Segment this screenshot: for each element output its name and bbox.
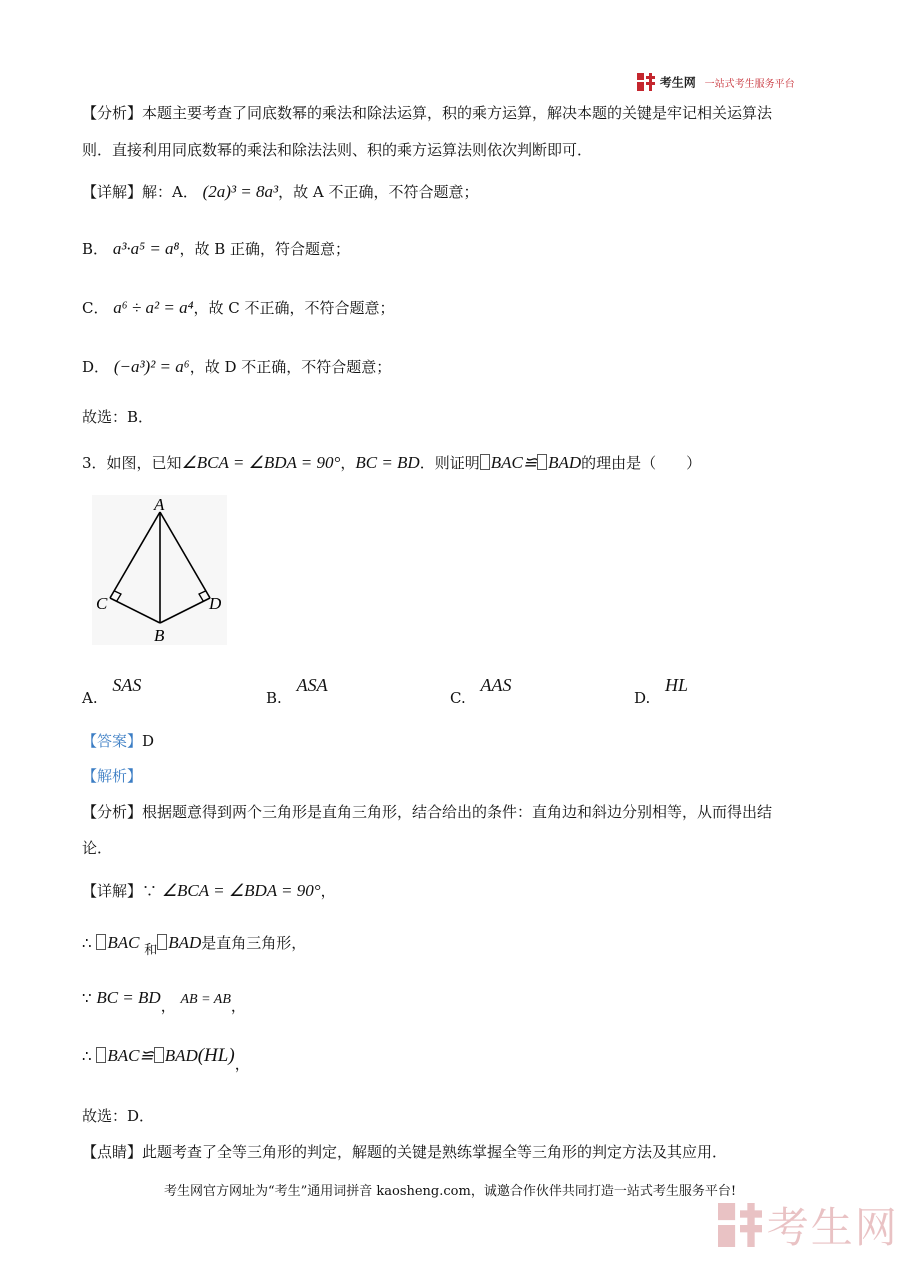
question-cond-1: ∠BCA = ∠BDA = 90° xyxy=(181,453,341,472)
prev-b-math: a³·a⁵ = a⁸ xyxy=(112,239,180,258)
therefore-symbol-2: ∴ xyxy=(82,1047,92,1065)
question-stem xyxy=(82,452,701,474)
prev-d-suffix: ，故 D 不正确，不符合题意； xyxy=(189,358,392,376)
answer-step-2 xyxy=(82,932,306,956)
prev-detail-a-pre: 解：A． xyxy=(142,183,198,201)
answer-analysis-tag: 【分析】 xyxy=(82,803,143,821)
kite-diagram xyxy=(92,495,227,645)
answer-analysis-text-1: 根据题意得到两个三角形是直角三角形，结合给出的条件：直角边和斜边分别相等，从而得出结 xyxy=(142,803,773,821)
step4-tri-2: BAD xyxy=(164,1046,198,1065)
header-slogan: 一站式考生服务平台 xyxy=(704,78,795,90)
prev-c-math: a⁶ ÷ a² = a⁴ xyxy=(113,298,194,317)
prev-c-suffix: ，故 C 不正确，不符合题意； xyxy=(193,299,395,317)
prev-analysis-line-2 xyxy=(82,139,592,161)
because-symbol-2: ∵ xyxy=(82,989,92,1007)
step2-end: 是直角三角形， xyxy=(201,934,307,952)
question-stem-3: 的理由是（ ） xyxy=(581,454,702,472)
prev-detail-d xyxy=(82,356,391,378)
step3-sep: ， xyxy=(160,997,176,1015)
vertex-label-c: C xyxy=(96,594,108,613)
prev-detail-tag: 【详解】 xyxy=(82,183,143,201)
vertex-label-b: B xyxy=(154,626,165,645)
triangle-symbol-box xyxy=(154,1047,164,1063)
prev-d-math: (−a³)² = a⁶ xyxy=(113,357,190,376)
footer-watermark xyxy=(718,1195,899,1255)
comment-tag: 【点睛】 xyxy=(82,1143,143,1161)
prev-b-label: B． xyxy=(82,240,109,258)
question-cond-2: BC = BD xyxy=(355,453,420,472)
answer-analysis-line-2: 论． xyxy=(82,839,113,857)
answer-choice: 故选：D． xyxy=(82,1107,155,1125)
watermark-logo-icon xyxy=(718,1203,762,1247)
step3-math-2: AB = AB xyxy=(180,992,231,1007)
header-logo xyxy=(637,72,795,91)
prev-analysis-text-1: 本题主要考查了同底数幂的乘法和除法运算，积的乘方运算，解决本题的关键是牢记相关运算法 xyxy=(142,104,773,122)
step4-hl: (HL) xyxy=(197,1045,235,1066)
prev-a-math: (2a)³ = 8a³ xyxy=(202,182,279,201)
watermark-brand: 考生网 xyxy=(766,1203,899,1252)
prev-detail-c xyxy=(82,297,395,319)
question-tri-2: BAD xyxy=(548,453,582,472)
triangle-symbol-box xyxy=(480,454,490,470)
answer-detail-tag: 【详解】 xyxy=(82,882,143,900)
header-brand: 考生网 xyxy=(659,75,696,90)
triangle-symbol-box xyxy=(537,454,547,470)
option-b-label: B. xyxy=(266,689,282,707)
answer-line xyxy=(82,730,154,752)
triangle-symbol-box xyxy=(96,934,106,950)
step2-tri-2: BAD xyxy=(168,933,202,952)
step3-end: ， xyxy=(230,997,246,1015)
answer-step-3 xyxy=(82,987,246,1015)
option-c-value: AAS xyxy=(480,675,512,695)
answer-value: D xyxy=(142,732,155,750)
geometry-figure xyxy=(92,495,227,649)
footer-text: 考生网官方网址为“考生”通用词拼音 kaosheng.com，诚邀合作伙伴共同打造一站式考生服务平台! xyxy=(163,1184,737,1199)
option-d-value: HL xyxy=(665,675,689,695)
answer-tag: 【答案】 xyxy=(82,732,143,750)
because-symbol: ∵ xyxy=(142,882,158,900)
step4-tri-1: BAC≌ xyxy=(107,1046,154,1065)
prev-b-suffix: ，故 B 正确，符合题意； xyxy=(179,240,351,258)
option-d-label: D. xyxy=(634,689,651,707)
step1-math: ∠BCA = ∠BDA = 90° xyxy=(161,881,321,900)
prev-choice: 故选：B． xyxy=(82,408,154,426)
vertex-label-a: A xyxy=(154,495,165,514)
answer-step-1 xyxy=(82,880,336,902)
prev-detail-a xyxy=(82,181,479,203)
triangle-symbol-box xyxy=(96,1047,106,1063)
step4-end: ， xyxy=(234,1055,250,1073)
prev-analysis-tag: 【分析】 xyxy=(82,104,143,122)
question-tri-1: BAC≌ xyxy=(490,453,538,472)
triangle-symbol-box xyxy=(157,934,167,950)
comment-text: 此题考查了全等三角形的判定，解题的关键是熟练掌握全等三角形的判定方法及其应用． xyxy=(142,1143,728,1161)
answer-analysis-line-1 xyxy=(82,801,772,823)
question-number: 3． xyxy=(82,454,107,472)
step1-end: ， xyxy=(320,882,336,900)
question-stem-2: ．则证明 xyxy=(419,454,480,472)
answer-step-4 xyxy=(82,1045,250,1073)
therefore-symbol: ∴ xyxy=(82,934,92,952)
vertex-label-d: D xyxy=(209,594,222,613)
question-stem-1: 如图，已知 xyxy=(106,454,182,472)
option-d[interactable] xyxy=(634,675,689,707)
comment-line xyxy=(82,1141,727,1163)
option-c-label: C. xyxy=(450,689,466,707)
option-a-value: SAS xyxy=(112,675,142,695)
prev-analysis-line-1 xyxy=(82,102,772,124)
option-a[interactable] xyxy=(82,675,142,707)
option-b[interactable] xyxy=(266,675,328,707)
option-a-label: A. xyxy=(82,689,98,707)
option-c[interactable] xyxy=(450,675,512,707)
step2-tri-1: BAC xyxy=(107,933,140,952)
prev-c-label: C． xyxy=(82,299,109,317)
prev-analysis-text-2: 则．直接利用同底数幂的乘法和除法法则、积的乘方运算法则依次判断即可． xyxy=(82,141,593,159)
prev-detail-b xyxy=(82,238,350,260)
prev-a-suffix: ，故 A 不正确，不符合题意； xyxy=(278,183,479,201)
step3-math-1: BC = BD xyxy=(96,988,161,1007)
prev-d-label: D． xyxy=(82,358,110,376)
jiexi-tag: 【解析】 xyxy=(82,767,143,785)
kaosheng-logo-icon xyxy=(637,73,655,91)
option-b-value: ASA xyxy=(296,675,328,695)
step2-and: 和 xyxy=(144,943,158,958)
question-sep: ， xyxy=(340,454,356,472)
